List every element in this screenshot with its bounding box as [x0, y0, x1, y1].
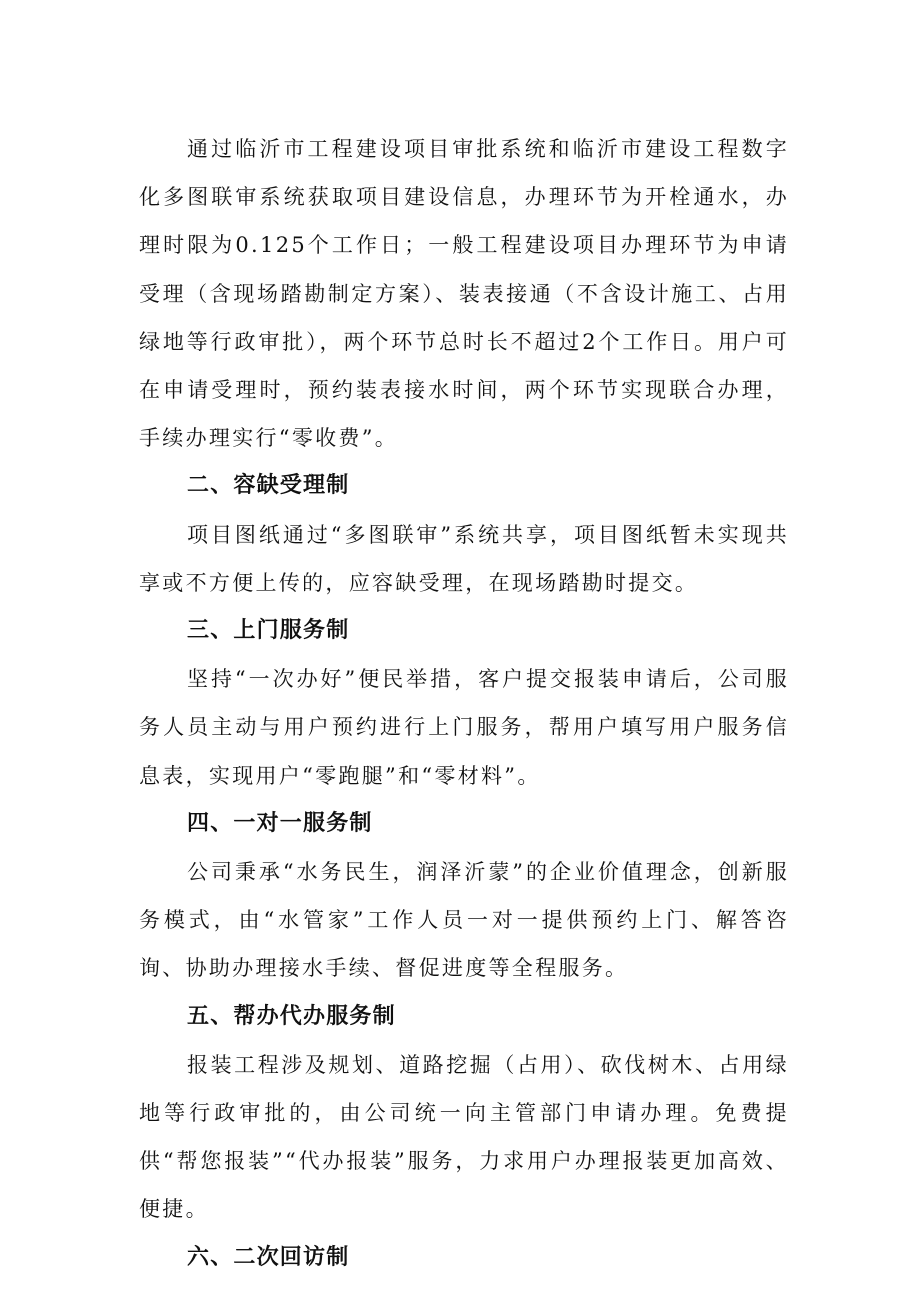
paragraph-section-4: 公司秉承“水务民生，润泽沂蒙”的企业价值理念，创新服务模式，由“水管家”工作人员一对一提供预约上门、解答咨询、协助办理接水手续、督促进度等全程服务。 [139, 860, 789, 981]
heading-section-6: 六、二次回访制 [187, 1244, 350, 1270]
document-body [139, 125, 789, 1282]
heading-section-2: 二、容缺受理制 [187, 473, 350, 499]
paragraph-section-2: 项目图纸通过“多图联审”系统共享，项目图纸暂未实现共享或不方便上传的，应容缺受理，在现场踏勘时提交。 [139, 522, 789, 595]
paragraph-section-5: 报装工程涉及规划、道路挖掘（占用）、砍伐树木、占用绿地等行政审批的，由公司统一向主管部门申请办理。免费提供“帮您报装”“代办报装”服务，力求用户办理报装更加高效、便捷。 [139, 1052, 789, 1222]
heading-section-3: 三、上门服务制 [187, 618, 350, 644]
paragraph-section-3: 坚持“一次办好”便民举措，客户提交报装申请后，公司服务人员主动与用户预约进行上门服务，帮用户填写用户服务信息表，实现用户“零跑腿”和“零材料”。 [139, 667, 789, 788]
heading-section-4: 四、一对一服务制 [187, 810, 373, 836]
paragraph-intro: 通过临沂市工程建设项目审批系统和临沂市建设工程数字化多图联审系统获取项目建设信息，办理环节为开栓通水，办理时限为0.125个工作日；一般工程建设项目办理环节为申请受理（含现场踏勘制定方案）、装表接通（不含设计施工、占用绿地等行政审批），两个环节总时长不超过2个工作日。用户可在申请受理时，预约装表接水时间，两个环节实现联合办理，手续办理实行“零收费”。 [139, 137, 789, 451]
heading-section-5: 五、帮办代办服务制 [187, 1003, 396, 1029]
